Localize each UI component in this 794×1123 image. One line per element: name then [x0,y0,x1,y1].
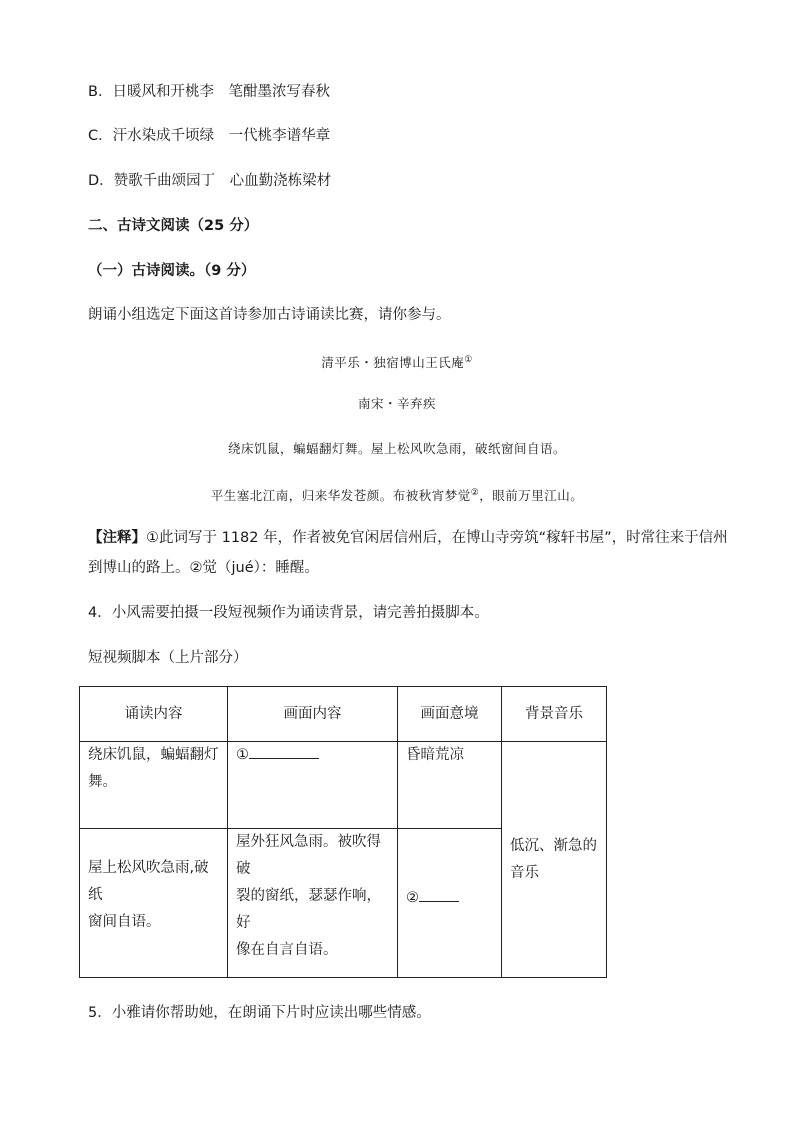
row1-picture-blank[interactable]: ① [228,742,398,829]
row1-reading-content: 绕床饥鼠，蝙蝠翻灯 舞。 [80,742,228,829]
table-caption: 短视频脚本（上片部分） [88,650,248,666]
table-header-row [80,687,607,742]
script-table [79,686,607,978]
poem-title-footnote-mark: ① [464,355,473,365]
question-4: 4．小风需要拍摄一段短视频作为诵读背景，请完善拍摄脚本。 [88,605,489,621]
poem-footnote-mark: ② [470,488,480,498]
row2-mood-blank[interactable]: ② [398,829,502,978]
section-intro: 朗诵小组选定下面这首诗参加古诗诵读比赛，请你参与。 [88,307,451,323]
note-label: 【注释】 [88,530,146,546]
poem-author: 南宋・辛弃疾 [357,396,436,411]
note-line-2: 到博山的路上。②觉（jué）：睡醒。 [88,560,319,576]
section-title: 二、古诗文阅读（25 分） [88,218,259,234]
row1-mood: 昏暗荒凉 [398,742,502,829]
table-row [80,742,607,829]
header-reading-content: 诵读内容 [80,687,228,742]
header-picture-mood: 画面意境 [398,687,502,742]
option-c: C．汗水染成千顷绿 一代桃李谱华章 [88,128,331,144]
header-background-music: 背景音乐 [502,687,607,742]
option-d: D．赞歌千曲颂园丁 心血勤浇栋梁材 [88,173,332,189]
poem-line-2: 平生塞北江南，归来华发苍颜。布被秋宵梦觉②，眼前万里江山。 [210,488,584,504]
note-line-1: 【注释】①此词写于 1182 年，作者被免官闲居信州后，在博山寺旁筑“稼轩书屋”，时常往来于信州 [88,530,728,546]
poem-line-1: 绕床饥鼠，蝙蝠翻灯舞。屋上松风吹急雨，破纸窗间自语。 [227,441,566,456]
background-music: 低沉、渐急的 音乐 [502,742,607,978]
subsection-title: （一）古诗阅读。（9 分） [88,263,256,279]
row2-reading-content: 屋上松风吹急雨,破纸 窗间自语。 [80,829,228,978]
row2-picture-content: 屋外狂风急雨。被吹得破 裂的窗纸，瑟瑟作响，好 像在自言自语。 [228,829,398,978]
option-b: B．日暖风和开桃李 笔酣墨浓写春秋 [88,84,330,100]
header-picture-content: 画面内容 [228,687,398,742]
question-5: 5．小雅请你帮助她，在朗诵下片时应读出哪些情感。 [88,1005,431,1021]
poem-title: 清平乐・独宿博山王氏庵① [321,355,473,371]
